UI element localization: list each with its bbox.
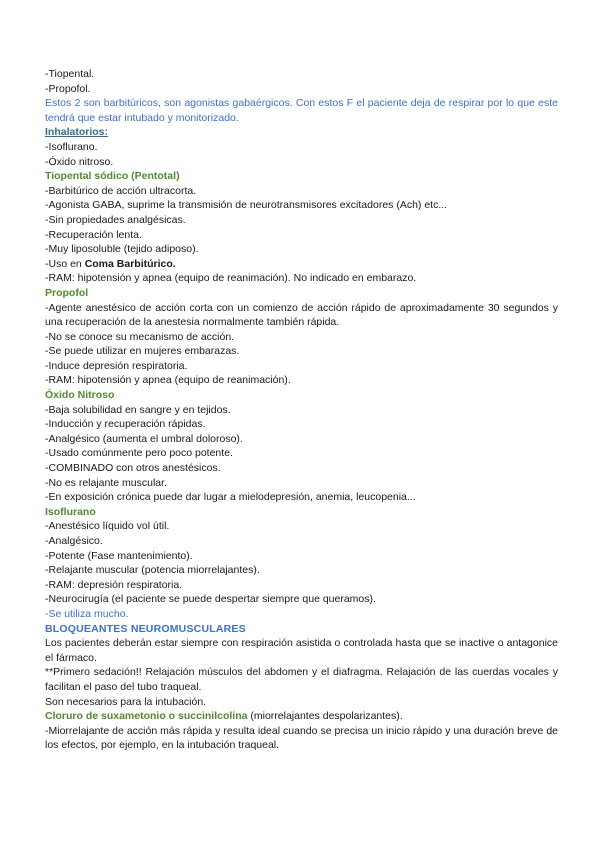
isoflurano-item: -RAM: depresión respiratoria. — [45, 578, 183, 591]
inhalatorios-heading: Inhalatorios: — [45, 126, 109, 139]
isoflurano-item: -Relajante muscular (potencia miorrelajantes). — [45, 564, 260, 577]
bloqueantes-p1: Los pacientes deberán estar siempre con respiración asistida o controlada hasta que se inactive o antagonice el fármaco. — [45, 637, 558, 664]
oxido-item: -Inducción y recuperación rápidas. — [45, 418, 206, 431]
bloqueantes-heading: BLOQUEANTES NEUROMUSCULARES — [45, 622, 246, 635]
oxido-item: -COMBINADO con otros anestésicos. — [45, 462, 221, 475]
tiopental-item: -Agonista GABA, suprime la transmisión de neurotransmisores excitadores (Ach) etc... — [45, 199, 448, 212]
tiopental-uso — [45, 257, 558, 272]
oxido-item: -No es relajante muscular. — [45, 476, 167, 489]
tiopental-uso-bold: Coma Barbitúrico. — [84, 257, 176, 270]
tiopental-heading: Tiopental sódico (Pentotal) — [45, 170, 180, 183]
tiopental-item: -Muy liposoluble (tejido adiposo). — [45, 243, 199, 256]
propofol-item: -Se puede utilizar en mujeres embarazas. — [45, 345, 240, 358]
isoflurano-item: -Neurocirugía (el paciente se puede despertar siempre que queramos). — [45, 593, 376, 606]
isoflurano-item: -Anestésico líquido vol útil. — [45, 520, 170, 533]
cloruro-heading: Cloruro de suxametonio o succinilcolina — [45, 710, 248, 723]
bloqueantes-p2: **Primero sedación!! Relajación músculos del abdomen y el diafragma. Relajación de las cuerdas vocales y facilitan el paso del tubo traqueal. — [45, 666, 558, 693]
tiopental-item: -Recuperación lenta. — [45, 228, 142, 241]
propofol-item: -No se conoce su mecanismo de acción. — [45, 330, 235, 343]
inhalatorios-item: -Isoflurano. — [45, 140, 98, 153]
bloqueantes-p3: Son necesarios para la intubación. — [45, 695, 207, 708]
propofol-desc: -Agente anestésico de acción corta con un comienzo de acción rápido de aproximadamente 30 segundos y una recuperación de la anestesia normalmente también rápida. — [45, 301, 558, 329]
propofol-item: -Induce depresión respiratoria. — [45, 359, 188, 372]
intro-item-tiopental: -Tiopental. — [45, 68, 95, 80]
intro-note: Estos 2 son barbitúricos, son agonistas gabaérgicos. Con estos F el paciente deja de respirar por lo que este tendrá que estar intubado y monitorizado. — [45, 97, 558, 124]
cloruro-desc: -Miorrelajante de acción más rápida y resulta ideal cuando se precisa un inicio rápido y una duración breve de los efectos, por ejemplo, en la intubación traqueal. — [45, 724, 558, 752]
tiopental-item: -Barbitúrico de acción ultracorta. — [45, 184, 197, 197]
isoflurano-note: -Se utiliza mucho. — [45, 607, 129, 620]
tiopental-uso-prefix: -Uso en — [45, 257, 85, 270]
tiopental-ram: -RAM: hipotensión y apnea (equipo de reanimación). No indicado en embarazo. — [45, 272, 417, 285]
propofol-item: -RAM: hipotensión y apnea (equipo de reanimación). — [45, 374, 291, 387]
oxido-heading: Óxido Nitroso — [45, 389, 115, 402]
tiopental-item: -Sin propiedades analgésicas. — [45, 213, 186, 226]
isoflurano-item: -Potente (Fase mantenimiento). — [45, 549, 193, 562]
oxido-item: -En exposición crónica puede dar lugar a mielodepresión, anemia, leucopenia... — [45, 491, 416, 504]
document-page — [45, 67, 558, 753]
isoflurano-heading: Isoflurano — [45, 505, 96, 518]
oxido-item: -Baja solubilidad en sangre y en tejidos. — [45, 403, 231, 416]
oxido-item: -Analgésico (aumenta el umbral doloroso). — [45, 432, 243, 445]
propofol-heading: Propofol — [45, 286, 89, 299]
cloruro-title — [45, 709, 558, 724]
intro-item-propofol: -Propofol. — [45, 82, 91, 95]
oxido-item: -Usado comúnmente pero poco potente. — [45, 447, 233, 460]
isoflurano-item: -Analgésico. — [45, 535, 103, 547]
cloruro-suffix: (miorrelajantes despolarizantes). — [247, 710, 403, 723]
inhalatorios-item: -Óxido nitroso. — [45, 155, 114, 168]
